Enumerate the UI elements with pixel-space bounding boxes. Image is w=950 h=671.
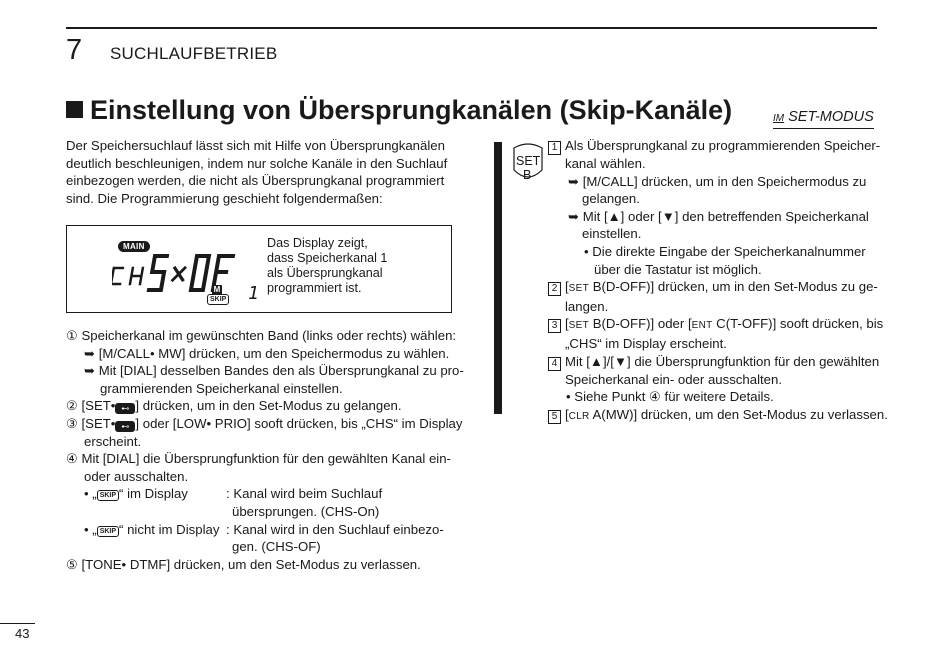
step-1b: ➥ Mit [DIAL] desselben Bandes den als Übersprungkanal zu pro- (84, 363, 464, 379)
step-3 (66, 415, 461, 433)
small-key-label: ENT (691, 320, 713, 332)
step-number-box: 3 (548, 319, 561, 333)
bullet-desc-cont: übersprungen. (CHS-On) (232, 503, 380, 519)
lcd-segment-text (112, 250, 242, 300)
rstep-1d: gelangen. (582, 191, 640, 207)
page-number-rule (0, 623, 35, 624)
section-title: Einstellung von Übersprungkanälen (Skip-Kanäle) (90, 95, 733, 125)
small-key-label: CLR (568, 410, 590, 422)
step-3-post: ] oder [LOW• PRIO] sooft drücken, bis „CHS“ im Display (135, 415, 463, 431)
step-1b-cont: grammierenden Speicherkanal einstellen. (100, 380, 343, 396)
skip-badge: SKIP (207, 294, 229, 305)
rstep-4-cont: Speicherkanal ein- oder ausschalten. (565, 371, 782, 387)
skip-chip: SKIP (97, 526, 119, 537)
section-heading (66, 94, 732, 126)
rstep-3 (548, 315, 884, 335)
caption-line: als Übersprungkanal (267, 266, 383, 280)
step-4: ④ Mit [DIAL] die Übersprungfunktion für den gewählten Kanal ein- (66, 451, 451, 467)
rstep-3-mid: B(D-OFF)] oder [ (589, 316, 692, 332)
step-4-cont: oder ausschalten. (84, 468, 189, 484)
rstep-1h: über die Tastatur ist möglich. (594, 261, 762, 277)
bracket: [ (565, 316, 569, 332)
intro-line: einbezogen werden, die nicht als Übersprungkanal programmiert (66, 173, 445, 189)
square-bullet-icon (66, 101, 83, 118)
key-icon: ⊷ (115, 403, 135, 414)
intro-line: deutlich beschleunigen, indem nur solche Kanäle in den Suchlauf (66, 155, 448, 171)
bullet-skip-off (66, 521, 461, 539)
bullet-desc: : Kanal wird beim Suchlauf (226, 486, 383, 502)
quote-open: • „ (84, 521, 97, 537)
rstep-2-cont: langen. (565, 298, 609, 314)
mode-label: SET-MODUS (788, 109, 874, 125)
top-rule (66, 27, 877, 29)
step-1a: ➥ [M/CALL• MW] drücken, um den Speichermodus zu wählen. (84, 345, 450, 361)
bullet-desc: : Kanal wird in den Suchlauf einbezo- (226, 521, 444, 537)
rstep-3-text: C(T-OFF)] sooft drücken, bis (712, 316, 884, 332)
intro-line: Der Speichersuchlauf lässt sich mit Hilfe von Übersprungkanälen (66, 138, 445, 153)
intro-paragraph (66, 137, 456, 207)
rstep-2 (548, 278, 878, 298)
memory-badge: M (213, 285, 221, 294)
step-5: ⑤ [TONE• DTMF] drücken, um den Set-Modus zu verlassen. (66, 556, 421, 572)
skip-chip: SKIP (97, 490, 119, 501)
left-steps (66, 327, 464, 573)
bracket: [ (565, 279, 569, 295)
step-3-cont: erscheint. (84, 433, 142, 449)
bullet-label (84, 521, 226, 539)
step-number-box: 5 (548, 410, 561, 424)
bullet-text: “ nicht im Display (119, 521, 220, 537)
bullet-text: “ im Display (119, 486, 188, 502)
chapter-number: 7 (66, 34, 83, 66)
quote-open: • „ (84, 486, 97, 502)
rstep-5 (548, 406, 888, 426)
bullet-desc-cont: gen. (CHS-OF) (232, 539, 321, 555)
step-number-box: 1 (548, 141, 561, 155)
chapter-title: SUCHLAUFBETRIEB (110, 44, 278, 63)
small-key-label: SET (568, 283, 590, 295)
step-2-pre: ② [SET• (66, 398, 116, 414)
caption-line: programmiert ist. (267, 281, 362, 295)
rstep-1c: ➥ [M/CALL] drücken, um in den Speichermodus zu (568, 173, 867, 189)
step-2-post: ] drücken, um in den Set-Modus zu gelangen. (135, 398, 402, 414)
rstep-2-text: B(D-OFF)] drücken, um in den Set-Modus zu ge- (589, 279, 878, 295)
right-steps (548, 137, 888, 425)
rstep-1-cont: kanal wählen. (565, 156, 646, 171)
lcd-channel-number: 1 (248, 283, 259, 304)
display-caption (267, 236, 387, 296)
bracket: [ (565, 406, 569, 422)
column-divider-bar (494, 142, 502, 414)
mode-badge (773, 109, 874, 129)
page-number: 43 (15, 626, 30, 641)
step-number-box: 2 (548, 282, 561, 296)
rstep-4-bullet: • Siehe Punkt ④ für weitere Details. (566, 389, 774, 405)
rstep-1f: einstellen. (582, 226, 642, 242)
rstep-4 (548, 353, 878, 371)
step-number-box: 4 (548, 357, 561, 371)
intro-line: sind. Die Programmierung geschieht folgendermaßen: (66, 190, 383, 206)
rstep-5-text: A(MW)] drücken, um den Set-Modus zu verlassen. (589, 406, 888, 422)
step-3-pre: ③ [SET• (66, 415, 116, 431)
rstep-1g: • Die direkte Eingabe der Speicherkanalnummer (584, 243, 866, 259)
caption-line: Das Display zeigt, (267, 236, 368, 250)
main-badge: MAIN (118, 241, 150, 252)
caption-line: dass Speicherkanal 1 (267, 251, 388, 265)
rstep-1e: ➥ Mit [▲] oder [▼] den betreffenden Speicherkanal (568, 208, 869, 224)
rstep-1-text: Als Übersprungkanal zu programmierenden Speicher- (565, 138, 881, 153)
rstep-3-cont: „CHS“ im Display erscheint. (565, 335, 727, 351)
set-key-bottom: B (523, 168, 532, 182)
set-key-top: SET (516, 154, 541, 168)
step-1: ① Speicherkanal im gewünschten Band (links oder rechts) wählen: (66, 328, 457, 343)
small-key-label: SET (568, 320, 590, 332)
key-icon: ⊷ (115, 421, 135, 432)
step-2 (66, 397, 461, 415)
bullet-label (84, 485, 226, 503)
rstep-4-text: Mit [▲]/[▼] die Übersprungfunktion für den gewählten (565, 353, 880, 369)
rstep-1 (548, 137, 881, 155)
bullet-skip-on (66, 485, 461, 503)
mode-prefix: IM (773, 113, 785, 124)
